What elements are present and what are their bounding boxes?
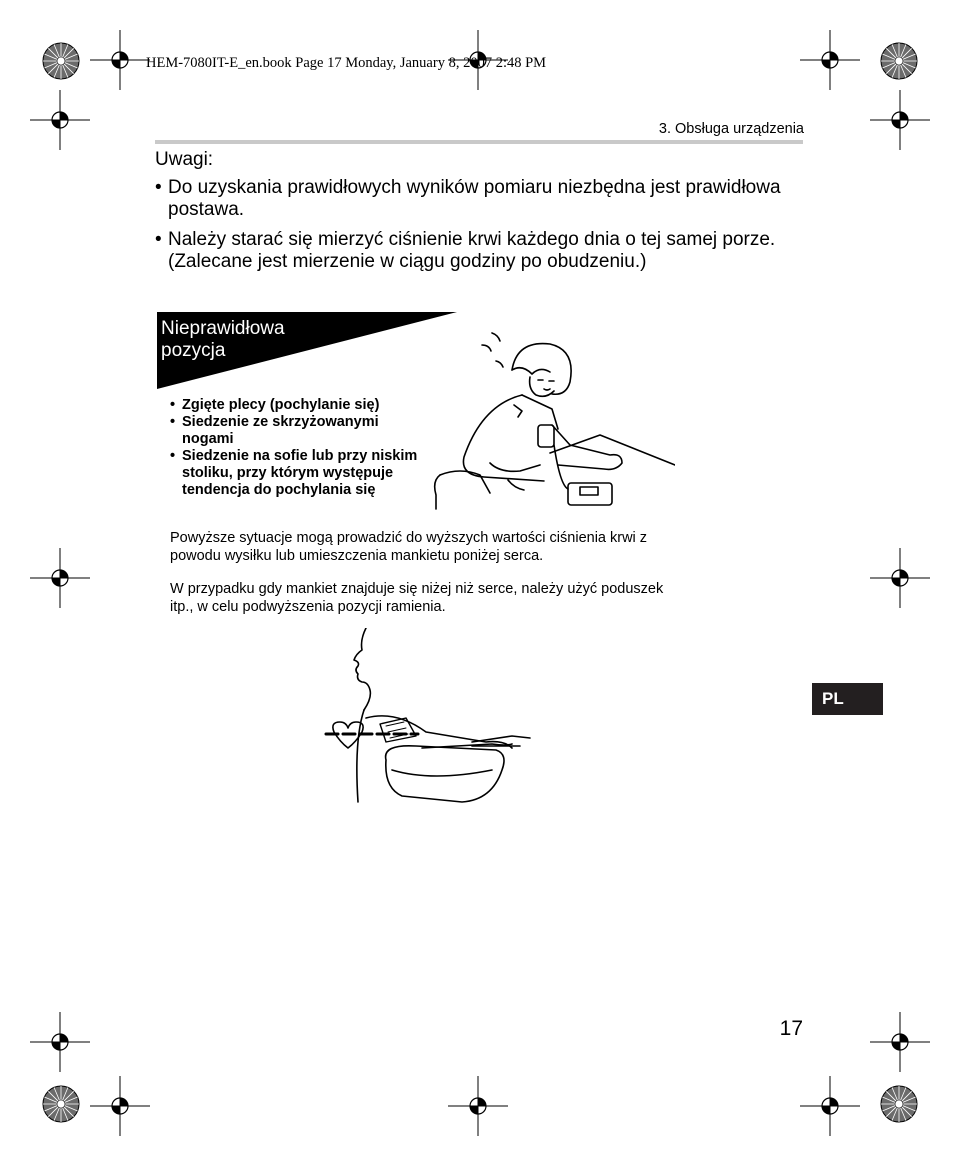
registration-mark-icon (870, 90, 930, 150)
arm-on-cushion-illustration (322, 628, 532, 803)
person-leaning-illustration (430, 325, 675, 510)
list-item: • Do uzyskania prawidłowych wyników pomiaru niezbędna jest prawidłowa postawa. (155, 177, 795, 221)
starburst-mark-icon (879, 41, 919, 81)
registration-mark-icon (30, 1012, 90, 1072)
registration-mark-icon (448, 1076, 508, 1136)
starburst-mark-icon (41, 1084, 81, 1124)
section-rule (155, 140, 803, 144)
starburst-mark-icon (879, 1084, 919, 1124)
advice-paragraph: W przypadku gdy mankiet znajduje się niżej niż serce, należy użyć poduszek itp., w celu podwyższenia pozycji ramienia. (170, 581, 664, 615)
registration-mark-icon (800, 30, 860, 90)
registration-mark-icon (870, 548, 930, 608)
registration-mark-icon (800, 1076, 860, 1136)
registration-mark-icon (90, 1076, 150, 1136)
registration-mark-icon (90, 30, 150, 90)
notes-heading: Uwagi: (155, 149, 214, 170)
list-item: • Siedzenie ze skrzyżowanymi nogami (170, 414, 430, 448)
language-tab: PL (812, 683, 883, 715)
list-item: • Należy starać się mierzyć ciśnienie krwi każdego dnia o tej samej porze. (Zalecane jest mierzenie w ciągu godziny po obudzeniu.) (155, 229, 795, 273)
list-item: • Zgięte plecy (pochylanie się) (170, 397, 430, 414)
banner-title: Nieprawidłowa pozycja (161, 318, 285, 361)
page-number: 17 (779, 1017, 803, 1040)
explanation-paragraph: Powyższe sytuacje mogą prowadzić do wyższych wartości ciśnienia krwi z powodu wysiłku lub umieszczenia mankietu poniżej serca. (170, 530, 648, 564)
starburst-mark-icon (41, 41, 81, 81)
section-title: 3. Obsługa urządzenia (658, 121, 804, 137)
posture-list (170, 397, 430, 499)
notes-list (155, 177, 795, 281)
registration-mark-icon (30, 548, 90, 608)
list-item: • Siedzenie na sofie lub przy niskim stoliku, przy którym występuje tendencja do pochylania się (170, 448, 430, 499)
registration-mark-icon (30, 90, 90, 150)
file-info: HEM-7080IT-E_en.book Page 17 Monday, January 8, 2007 2:48 PM (146, 55, 547, 71)
registration-mark-icon (870, 1012, 930, 1072)
